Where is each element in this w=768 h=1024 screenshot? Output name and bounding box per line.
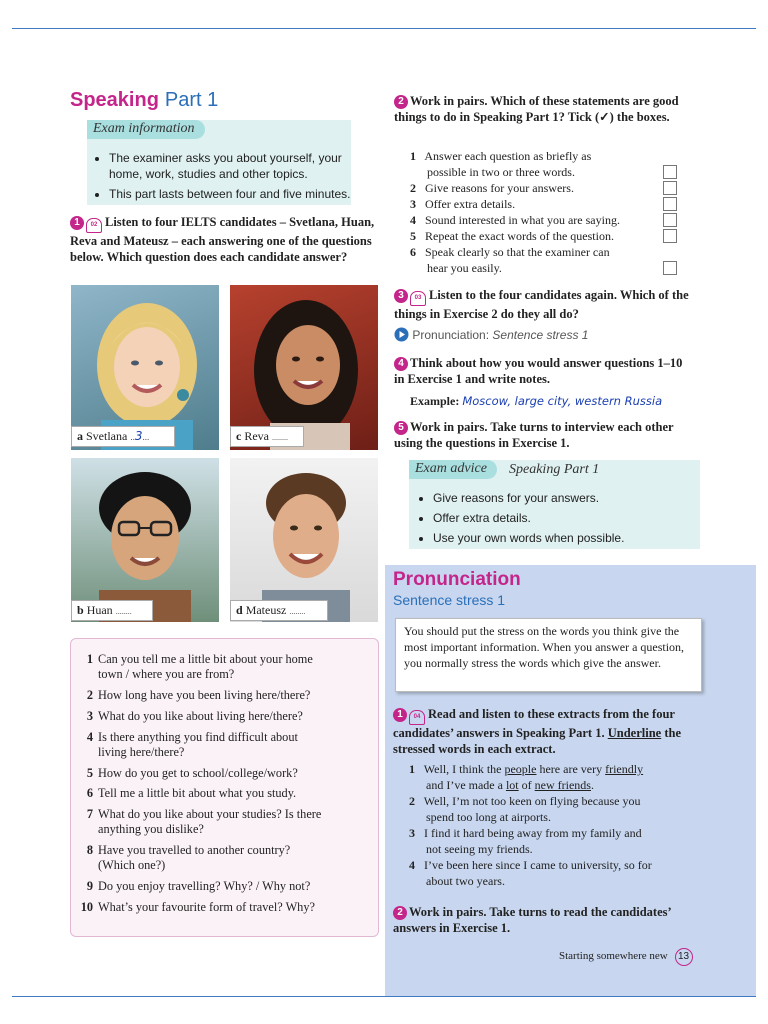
section-title xyxy=(70,89,218,112)
exam-information-tag: Exam information xyxy=(87,120,205,139)
pronunciation-panel xyxy=(385,565,756,996)
question-item: 7 What do you like about your studies? Is there anything you dislike? xyxy=(86,807,322,836)
caption-d xyxy=(230,600,328,621)
part-label: Part 1 xyxy=(164,89,219,111)
top-rule xyxy=(12,28,756,29)
exercise-3-instruction xyxy=(394,287,694,322)
candidate-name: Svetlana xyxy=(86,429,128,443)
statement-item: 4 Sound interested in what you are saying. xyxy=(410,213,620,227)
cd-audio-icon[interactable]: 03 xyxy=(410,291,426,306)
underlined-word[interactable]: people xyxy=(504,762,537,776)
exercise-3-text: Listen to the four candidates again. Which of the things in Exercise 2 do they all do? xyxy=(394,288,689,321)
question-item: 2 How long have you been living here/there? xyxy=(86,688,311,702)
pronunciation-exercise-2: 2 Work in pairs. Take turns to read the candidates’ answers in Exercise 1. xyxy=(393,905,671,935)
exam-advice-bullet: • Give reasons for your answers. xyxy=(433,490,703,506)
pronunciation-link-topic: Sentence stress 1 xyxy=(492,328,589,342)
question-item: 8 Have you travelled to another country? (Which one?) xyxy=(86,843,291,872)
question-item: 6 Tell me a little bit about what you study. xyxy=(86,786,297,800)
exam-info-bullet: • This part lasts between four and five minutes. xyxy=(109,186,359,202)
handwritten-answer[interactable]: 3 xyxy=(134,429,143,443)
statement-item: 6 Speak clearly so that the examiner can hear you easily. xyxy=(410,245,610,275)
exercise-2-text: Work in pairs. Which of these statements are good things to do in Speaking Part 1? Tick (✓) the boxes. xyxy=(394,94,679,124)
question-item: 10 What’s your favourite form of travel? Why? xyxy=(80,900,315,914)
example-line xyxy=(410,394,662,409)
tick-box-5[interactable] xyxy=(663,229,677,243)
tick-box-1[interactable] xyxy=(663,165,677,179)
question-item: 1 Can you tell me a little bit about your home town / where you are from? xyxy=(86,652,313,681)
questions-list xyxy=(77,652,373,915)
play-arrow-icon xyxy=(394,327,409,342)
exercise-number-badge: 2 xyxy=(394,95,408,109)
footer-title: Starting somewhere new xyxy=(559,950,668,962)
bottom-rule xyxy=(12,996,756,997)
statement-item: 3 Offer extra details. xyxy=(410,197,516,211)
pronunciation-note xyxy=(395,618,702,692)
pronunciation-title: Pronunciation xyxy=(393,569,521,590)
cd-audio-icon[interactable]: 04 xyxy=(409,710,425,725)
pronunciation-note-text: You should put the stress on the words you think give the most important information. When you answer a question, you normally stress the words which give the answer. xyxy=(404,624,685,670)
underlined-word[interactable]: lot xyxy=(505,778,519,792)
extract-item: 4 I’ve been here since I came to university, so for about two years. xyxy=(409,858,652,888)
underlined-word[interactable]: friendly xyxy=(605,762,644,776)
extract-item: 1 Well, I think the people here are very friendly and I’ve made a lot of new friends. xyxy=(409,762,644,792)
exercise-4-text: Think about how you would answer questions 1–10 in Exercise 1 and write notes. xyxy=(394,356,683,386)
question-item: 9 Do you enjoy travelling? Why? / Why not? xyxy=(86,879,311,893)
exam-advice-bullet: • Offer extra details. xyxy=(433,510,703,526)
exercise-5-text: Work in pairs. Take turns to interview each other using the questions in Exercise 1. xyxy=(394,420,674,450)
page-number: 13 xyxy=(675,948,693,966)
extracts-list xyxy=(409,761,729,889)
caption-a: a Svetlana ..3... xyxy=(71,426,175,447)
exercise-number-badge: 1 xyxy=(70,216,84,230)
question-item: 5 How do you get to school/college/work? xyxy=(86,766,298,780)
exercise-number-badge: 4 xyxy=(394,357,408,371)
candidate-name: Huan xyxy=(86,603,113,617)
exercise-1-text: Listen to four IELTS candidates – Svetlana, Huan, Reva and Mateusz – each answering one of the questions below. Which question does each candidate answer? xyxy=(70,215,375,264)
caption-letter: d xyxy=(236,603,243,617)
cd-audio-icon[interactable]: 02 xyxy=(86,218,102,233)
exam-advice-list xyxy=(417,490,703,550)
exam-info-bullet: • The examiner asks you about yourself, your home, work, studies and other topics. xyxy=(109,150,359,182)
photo-huan xyxy=(71,458,219,622)
tick-box-6[interactable] xyxy=(663,261,677,275)
answer-dots[interactable]: ........ xyxy=(115,607,132,616)
answer-dots[interactable]: ........ xyxy=(271,433,288,442)
statement-item: 1 Answer each question as briefly as possible in two or three words. xyxy=(410,149,592,179)
extract-item: 2 Well, I’m not too keen on flying because you spend too long at airports. xyxy=(409,794,641,824)
exercise-number-badge: 3 xyxy=(394,289,408,303)
candidate-name: Mateusz xyxy=(245,603,287,617)
questions-box xyxy=(70,638,379,937)
tick-box-2[interactable] xyxy=(663,181,677,195)
speaking-title: Speaking xyxy=(70,89,159,111)
exam-advice-box xyxy=(409,460,700,549)
extract-item: 3 I find it hard being away from my family and not seeing my friends. xyxy=(409,826,642,856)
answer-dots[interactable]: ........ xyxy=(289,607,306,616)
caption-c xyxy=(230,426,304,447)
candidate-name: Reva xyxy=(244,429,269,443)
exam-advice-tag: Exam advice xyxy=(409,460,497,479)
statements-list xyxy=(410,148,680,276)
example-handwritten-notes: Moscow, large city, western Russia xyxy=(462,394,663,408)
exercise-number-badge: 5 xyxy=(394,421,408,435)
exam-advice-bullet: • Use your own words when possible. xyxy=(433,530,703,546)
answer-dots: ... xyxy=(142,432,150,442)
exam-information-list xyxy=(93,150,359,206)
caption-letter: a xyxy=(77,429,83,443)
photo-mateusz xyxy=(230,458,378,622)
tick-box-4[interactable] xyxy=(663,213,677,227)
exercise-1-instruction xyxy=(70,214,376,265)
exam-advice-part: Speaking Part 1 xyxy=(509,462,600,477)
exercise-number-badge: 2 xyxy=(393,906,407,920)
pronunciation-exercise-1: 1 04 Read and listen to these extracts from the four candidates’ answers in Speaking Part 1. Underline the stressed words in each extract. xyxy=(393,707,681,756)
pronunciation-link-label: Pronunciation: xyxy=(412,328,490,342)
pronunciation-subtitle: Sentence stress 1 xyxy=(393,592,506,608)
exercise-4-instruction xyxy=(394,355,694,387)
statement-item: 5 Repeat the exact words of the question. xyxy=(410,229,614,243)
underlined-word[interactable]: new friends xyxy=(534,778,591,792)
pronunciation-link[interactable] xyxy=(394,327,588,342)
exercise-2-instruction xyxy=(394,93,684,125)
caption-letter: c xyxy=(236,429,242,443)
exercise-5-instruction xyxy=(394,419,704,451)
exercise-number-badge: 1 xyxy=(393,708,407,722)
statement-item: 2 Give reasons for your answers. xyxy=(410,181,574,195)
caption-b xyxy=(71,600,153,621)
caption-letter: b xyxy=(77,603,84,617)
tick-box-3[interactable] xyxy=(663,197,677,211)
question-item: 4 Is there anything you find difficult about living here/there? xyxy=(86,730,298,759)
exam-information-box xyxy=(87,120,351,205)
question-item: 3 What do you like about living here/there? xyxy=(86,709,303,723)
footer xyxy=(559,948,693,966)
example-label: Example: xyxy=(410,394,460,408)
